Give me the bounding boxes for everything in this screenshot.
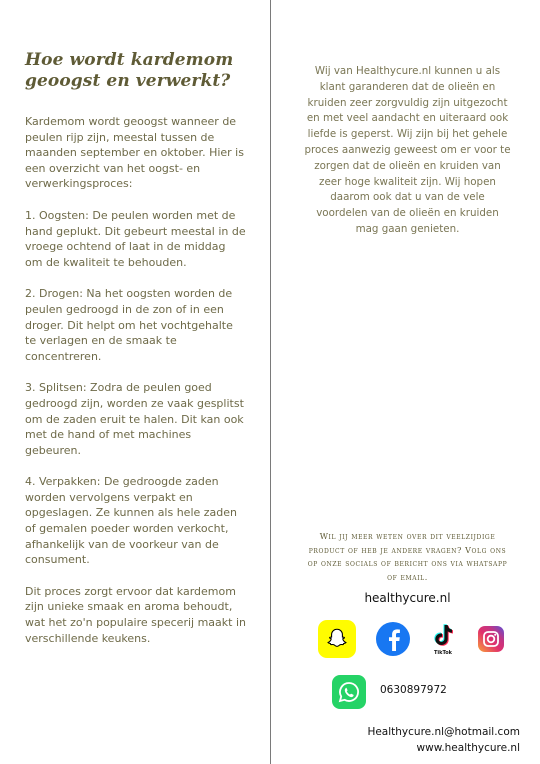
phone-number[interactable]: 0630897972 — [380, 684, 447, 696]
conclusion-paragraph: Dit proces zorgt ervoor dat kardemom zijn unieke smaak en aroma behoudt, wat het zo'n populaire specerij maakt in verschillende keukens. — [25, 584, 246, 645]
website-link[interactable]: www.healthycure.nl — [416, 742, 520, 754]
email-address[interactable]: Healthycure.nl@hotmail.com — [367, 726, 520, 738]
quality-statement: Wij van Healthycure.nl kunnen u als klant garanderen dat de olieën en kruiden zeer zorgvuldig zijn uitgezocht en met veel aandacht en uiteraard ook liefde is geperst. Wij zijn bij het gehele proces aanwezig geweest om er voor te zorgen dat de olieën en kruiden van zeer hoge kwaliteit zijn. Wij hopen daarom ook dat u van de vele voordelen van de olieën en kruiden mag gaan genieten. — [304, 65, 511, 235]
step-packaging: 4. Verpakken: De gedroogde zaden worden vervolgens verpakt en opgeslagen. Ze kunnen als hele zaden of gemalen poeder worden verkocht, afhankelijk van de voorkeur van de consument. — [25, 475, 238, 567]
intro-paragraph: Kardemom wordt geoogst wanneer de peulen rijp zijn, meestal tussen de maanden september en oktober. Hier is een overzicht van het oogst- en verwerkingsproces: — [25, 115, 244, 191]
step-splitting: 3. Splitsen: Zodra de peulen goed gedroogd zijn, worden ze vaak gesplitst om de zaden eruit te halen. Dit kan ook met de hand of met machines gebeuren. — [25, 381, 244, 457]
instagram-icon[interactable] — [478, 626, 504, 652]
page-title: Hoe wordt kardemom geoogst en verwerkt? — [25, 50, 234, 91]
tiktok-label: TikTok — [434, 649, 452, 656]
step-drying: 2. Drogen: Na het oogsten worden de peulen gedroogd in de zon of in een droger. Dit helpt om het vochtgehalte te verlagen en de smaak te concentreren. — [25, 287, 233, 363]
brand-name: healthycure.nl — [364, 591, 451, 605]
column-divider — [270, 0, 271, 764]
facebook-icon[interactable] — [376, 622, 410, 656]
left-column — [25, 50, 257, 662]
tiktok-icon[interactable] — [430, 620, 456, 658]
contact-call-to-action: Wil jij meer weten over dit veelzijdige product of heb je andere vragen? Volg ons op onze socials of bericht ons via whatsapp of email. — [307, 532, 508, 582]
step-harvest: 1. Oogsten: De peulen worden met de hand geplukt. Dit gebeurt meestal in de vroege ochtend of laat in de middag om de kwaliteit te behouden. — [25, 208, 246, 269]
snapchat-icon[interactable] — [318, 620, 356, 658]
whatsapp-icon[interactable] — [332, 675, 366, 709]
